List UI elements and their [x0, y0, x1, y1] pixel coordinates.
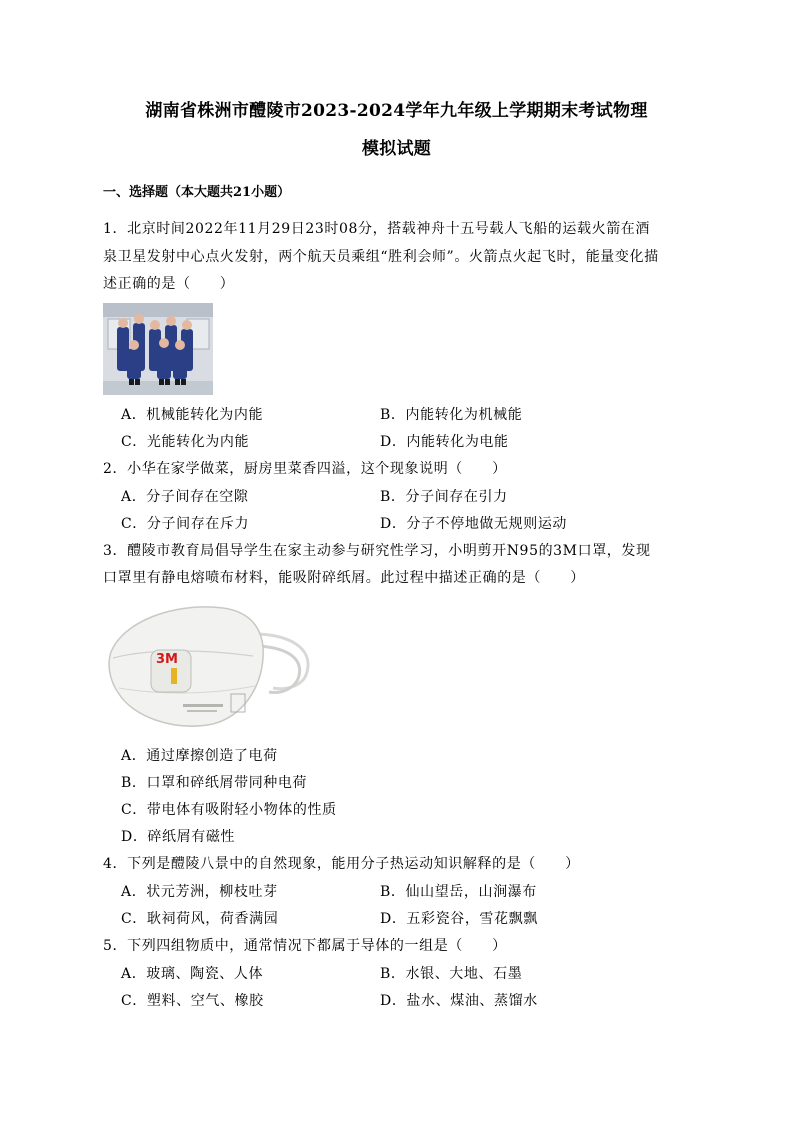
q2-option-d: D．分子不停地做无规则运动: [380, 516, 568, 532]
q1-text-line: 泉卫星发射中心点火发射，两个航天员乘组“胜利会师”。火箭点火起飞时，能量变化描: [103, 249, 659, 265]
page-title: 湖南省株洲市醴陵市2023-2024学年九年级上学期期末考试物理: [145, 101, 648, 121]
q1-option-c: C．光能转化为内能: [121, 434, 250, 450]
q4-option-c: C．耿祠荷风，荷香满园: [121, 911, 279, 927]
n95-mask-photo: [103, 598, 315, 730]
page-subtitle: 模拟试题: [361, 139, 432, 159]
q2-option-b: B．分子间存在引力: [380, 489, 508, 505]
q3-text-line: 口罩里有静电熔喷布材料，能吸附碎纸屑。此过程中描述正确的是（ ）: [103, 570, 585, 586]
q5-option-b: B．水银、大地、石墨: [380, 966, 523, 982]
q3-option-d: D．碎纸屑有磁性: [121, 829, 236, 845]
q1-text-line: 述正确的是（ ）: [103, 276, 235, 292]
q4-option-d: D．五彩瓷谷，雪花飘飘: [380, 911, 538, 927]
q5-option-a: A．玻璃、陶瓷、人体: [121, 966, 264, 982]
q4-option-b: B．仙山望岳，山涧瀑布: [380, 884, 537, 900]
mask-3m-logo: 3M: [156, 652, 178, 667]
q3-option-c: C．带电体有吸附轻小物体的性质: [121, 802, 337, 818]
q3-option-a: A．通过摩擦创造了电荷: [121, 748, 278, 764]
q1-text-line: 1．北京时间2022年11月29日23时08分，搭载神舟十五号载人飞船的运载火箭在酒: [103, 221, 650, 237]
q2-option-a: A．分子间存在空隙: [121, 489, 249, 505]
q4-text-line: 4．下列是醴陵八景中的自然现象，能用分子热运动知识解释的是（ ）: [103, 856, 580, 872]
q1-option-d: D．内能转化为电能: [380, 434, 509, 450]
q5-option-d: D．盐水、煤油、蒸馏水: [380, 993, 538, 1009]
q2-text-line: 2．小华在家学做菜，厨房里菜香四溢，这个现象说明（ ）: [103, 461, 507, 477]
q5-option-c: C．塑料、空气、橡胶: [121, 993, 264, 1009]
q1-option-a: A．机械能转化为内能: [121, 407, 264, 423]
q3-text-line: 3．醴陵市教育局倡导学生在家主动参与研究性学习，小明剪开N95的3M口罩，发现: [103, 543, 651, 559]
q3-option-b: B．口罩和碎纸屑带同种电荷: [121, 775, 308, 791]
q2-option-c: C．分子间存在斥力: [121, 516, 250, 532]
astronauts-photo: [103, 303, 213, 395]
q4-option-a: A．状元芳洲，柳枝吐芽: [121, 884, 278, 900]
section-heading: 一、选择题（本大题共21小题）: [103, 185, 291, 200]
q5-text-line: 5．下列四组物质中，通常情况下都属于导体的一组是（ ）: [103, 938, 507, 954]
q1-option-b: B．内能转化为机械能: [380, 407, 523, 423]
